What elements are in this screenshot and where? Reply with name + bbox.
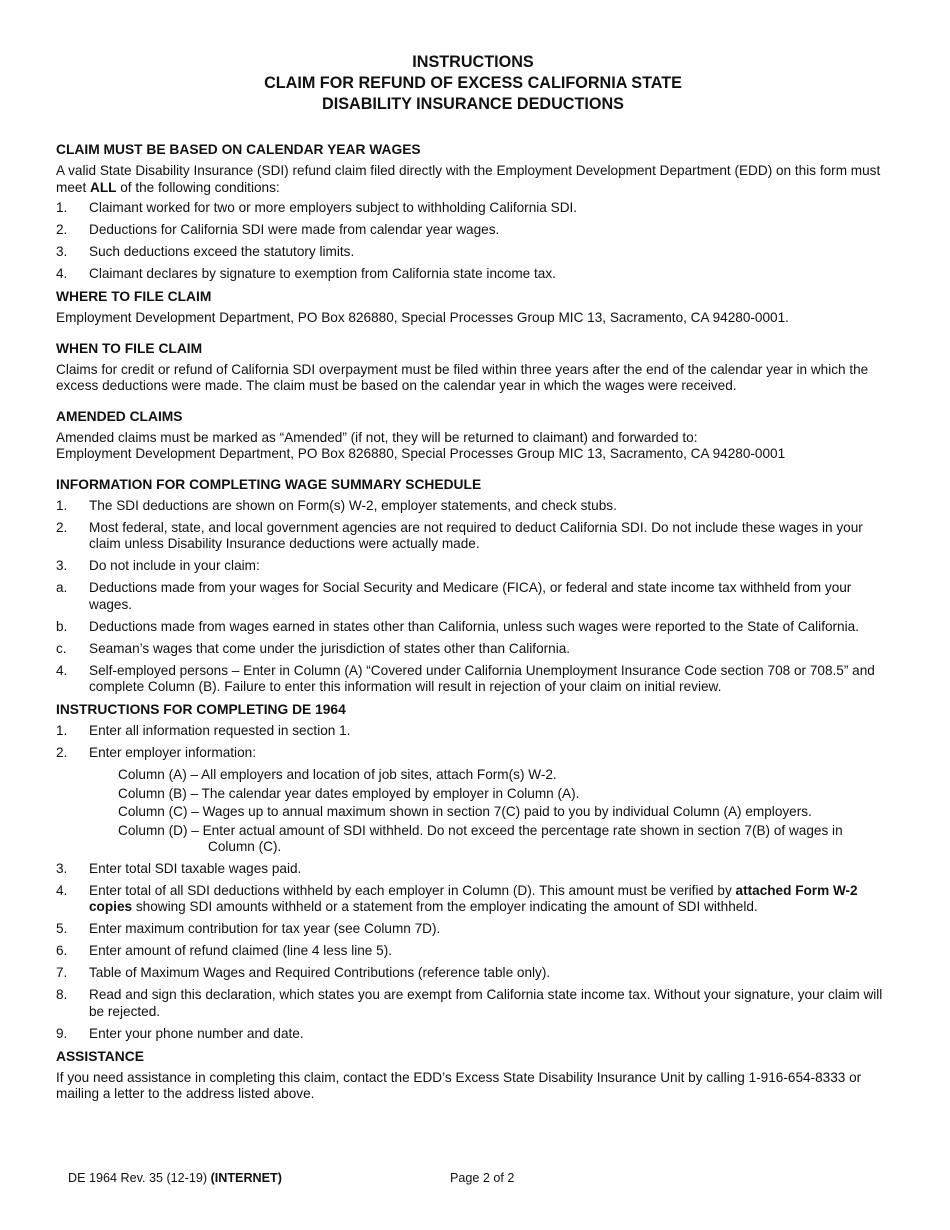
item-number: c. — [56, 640, 67, 656]
section-wage-summary — [56, 476, 890, 696]
section-assistance — [56, 1048, 890, 1103]
document-page — [56, 52, 890, 1116]
column-b-instruction: Column (B) – The calendar year dates employed by employer in Column (A). — [118, 785, 580, 801]
intro-text-end: of the following conditions: — [116, 179, 280, 195]
section-heading: ASSISTANCE — [56, 1048, 144, 1064]
section-text-line-2: Employment Development Department, PO Box 826880, Special Processes Group MIC 13, Sacramento, CA 94280-0001 — [56, 446, 786, 461]
item-text: Deductions made from wages earned in states other than California, unless such wages were reported to the State of California. — [89, 618, 859, 634]
item-number: 1. — [56, 723, 68, 738]
form-tag: (INTERNET) — [210, 1171, 282, 1185]
item-number: a. — [56, 580, 68, 595]
column-d-instruction: Column (D) – Enter actual amount of SDI withheld. Do not exceed the percentage rate shown in section 7(B) of wages in Column (C). — [118, 822, 843, 854]
list-item — [56, 965, 890, 982]
section-when — [56, 340, 890, 395]
item-text: Such deductions exceed the statutory limits. — [89, 244, 355, 259]
form-id-text: DE 1964 Rev. 35 (12-19) — [68, 1171, 211, 1185]
section-amended — [56, 408, 890, 463]
section-heading: WHERE TO FILE CLAIM — [56, 289, 212, 304]
item-text: Enter maximum contribution for tax year (see Column 7D). — [89, 921, 441, 936]
section-heading: INFORMATION FOR COMPLETING WAGE SUMMARY SCHEDULE — [56, 476, 482, 492]
section-intro — [56, 163, 890, 196]
section-text: If you need assistance in completing this claim, contact the EDD’s Excess State Disability Insurance Unit by calling 1-916-654-8333 or mailing a letter to the address listed above. — [56, 1069, 862, 1101]
item-text: Enter all information requested in section 1. — [89, 723, 351, 738]
conditions-list — [56, 200, 890, 283]
item-text: Enter amount of refund claimed (line 4 less line 5). — [89, 943, 392, 958]
list-item — [56, 861, 890, 878]
item-number: 4. — [56, 266, 68, 281]
item-number: 3. — [56, 558, 68, 573]
item-number: 2. — [56, 745, 68, 760]
item-number: b. — [56, 618, 68, 634]
title-line-1: INSTRUCTIONS — [412, 53, 534, 71]
item-number: 4. — [56, 882, 68, 898]
column-instructions — [56, 767, 890, 856]
section-calendar-year — [56, 141, 890, 283]
item-number: 1. — [56, 200, 68, 215]
section-heading: CLAIM MUST BE BASED ON CALENDAR YEAR WAGES — [56, 142, 421, 157]
title-line-3: DISABILITY INSURANCE DEDUCTIONS — [322, 95, 624, 113]
section-de1964 — [56, 701, 890, 1042]
item-emphasis: attached Form W-2 copies — [89, 882, 858, 914]
section-where — [56, 288, 890, 327]
section-text: Claims for credit or refund of California SDI overpayment must be filed within three years after the end of the calendar year in which the excess deductions were made. The claim must be based on the calendar year in which the wages were received. — [56, 361, 869, 393]
item-number: 7. — [56, 965, 68, 980]
item-text: Enter total SDI taxable wages paid. — [89, 860, 302, 876]
section-text: Employment Development Department, PO Box 826880, Special Processes Group MIC 13, Sacramento, CA 94280-0001. — [56, 310, 789, 325]
list-item — [56, 266, 890, 283]
item-text: Enter total of all SDI deductions withheld by each employer in Column (D). This amount must be verified by — [89, 882, 736, 898]
item-number: 9. — [56, 1025, 68, 1041]
title-line-2: CLAIM FOR REFUND OF EXCESS CALIFORNIA STATE — [264, 74, 682, 92]
section-heading: INSTRUCTIONS FOR COMPLETING DE 1964 — [56, 702, 346, 717]
list-item — [56, 498, 890, 515]
item-text: Do not include in your claim: — [89, 558, 260, 573]
item-text: Enter your phone number and date. — [89, 1025, 304, 1041]
item-number: 2. — [56, 222, 68, 237]
item-text: Read and sign this declaration, which states you are exempt from California state income tax. Without your signature, your claim will be rejected. — [89, 987, 883, 1019]
list-item — [56, 222, 890, 239]
list-item — [56, 943, 890, 960]
list-item — [56, 921, 890, 938]
de1964-list-continued — [56, 861, 890, 1043]
item-text: Most federal, state, and local government agencies are not required to deduct California SDI. Do not include these wages in your claim unless Disability Insurance deductions were actually made. — [89, 519, 863, 551]
list-item — [56, 619, 890, 636]
item-text: Self-employed persons – Enter in Column (A) “Covered under California Unemployment Insurance Code section 708 or 708.5” and complete Column (B). Failure to enter this information will result in rejection of your claim on initial review. — [89, 662, 875, 694]
section-heading: WHEN TO FILE CLAIM — [56, 340, 203, 356]
form-id — [68, 1171, 282, 1185]
item-number: 2. — [56, 519, 68, 535]
list-item — [56, 558, 890, 575]
item-number: 4. — [56, 662, 68, 678]
wage-list — [56, 498, 890, 696]
intro-emphasis: ALL — [90, 179, 117, 195]
page-title — [56, 52, 890, 115]
item-text: Enter employer information: — [89, 745, 256, 760]
item-number: 3. — [56, 860, 68, 876]
item-text: Claimant declares by signature to exemption from California state income tax. — [89, 266, 556, 281]
list-item — [56, 244, 890, 261]
list-item — [56, 580, 890, 613]
page-footer — [68, 1170, 515, 1187]
list-item — [56, 641, 890, 658]
item-number: 8. — [56, 987, 68, 1002]
section-text-line-1: Amended claims must be marked as “Amended” (if not, they will be returned to claimant) and forwarded to: — [56, 429, 698, 445]
list-item — [56, 987, 890, 1020]
list-item — [56, 663, 890, 696]
item-text: The SDI deductions are shown on Form(s) W-2, employer statements, and check stubs. — [89, 497, 617, 513]
item-text: Deductions for California SDI were made from calendar year wages. — [89, 222, 500, 237]
item-text-end: showing SDI amounts withheld or a statement from the employer indicating the amount of SDI withheld. — [132, 899, 758, 914]
list-item — [56, 520, 890, 553]
list-item — [56, 745, 890, 762]
page-number: Page 2 of 2 — [450, 1171, 515, 1185]
item-text: Seaman’s wages that come under the jurisdiction of states other than California. — [89, 640, 571, 656]
list-item — [56, 1026, 890, 1043]
column-c-instruction: Column (C) – Wages up to annual maximum shown in section 7(C) paid to you by individual Column (A) employers. — [118, 804, 812, 819]
item-text: Deductions made from your wages for Social Security and Medicare (FICA), or federal and state income tax withheld from your wages. — [89, 580, 852, 612]
list-item — [56, 200, 890, 217]
de1964-list — [56, 723, 890, 762]
column-a-instruction: Column (A) – All employers and location of job sites, attach Form(s) W-2. — [118, 767, 557, 782]
list-item — [56, 723, 890, 740]
list-item — [56, 883, 890, 916]
item-number: 6. — [56, 943, 68, 958]
item-text: Claimant worked for two or more employers subject to withholding California SDI. — [89, 200, 578, 215]
item-number: 5. — [56, 921, 68, 936]
section-heading: AMENDED CLAIMS — [56, 408, 183, 424]
item-number: 3. — [56, 244, 68, 259]
item-number: 1. — [56, 497, 68, 513]
intro-text: A valid State Disability Insurance (SDI) refund claim filed directly with the Employment Development Department (EDD) on this form must meet — [56, 163, 881, 195]
item-text: Table of Maximum Wages and Required Contributions (reference table only). — [89, 965, 551, 980]
